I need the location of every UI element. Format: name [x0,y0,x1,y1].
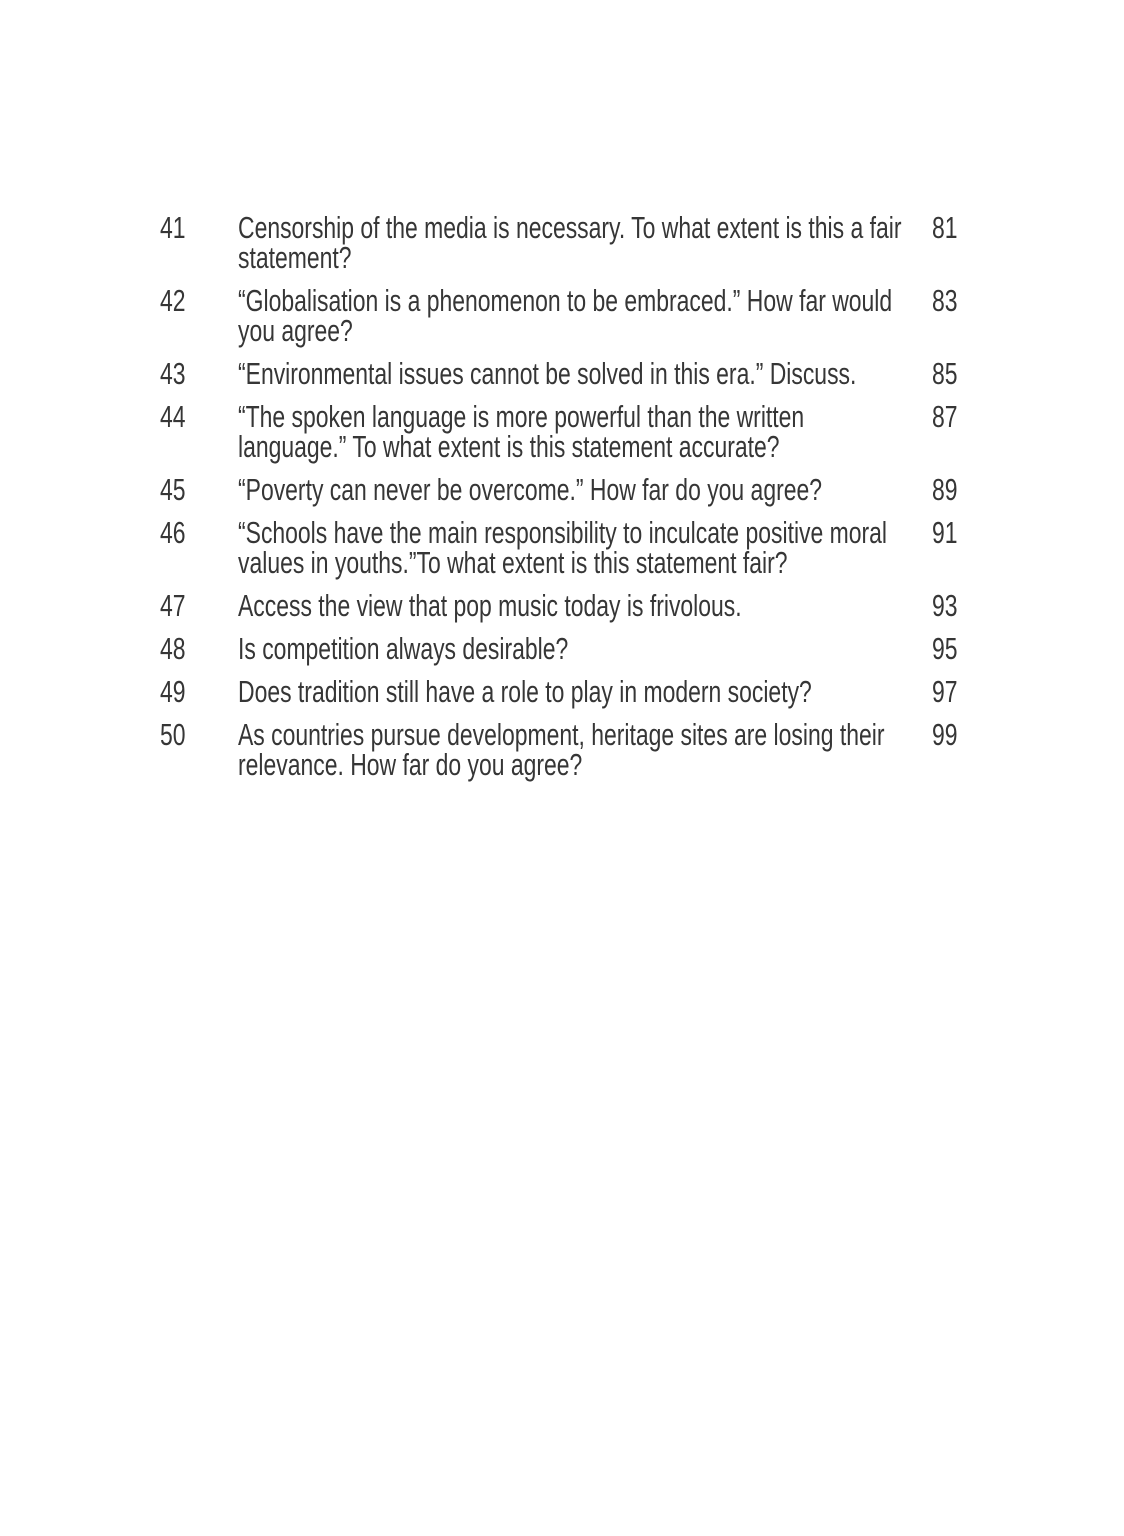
entry-text-line: you agree? [238,313,353,348]
entry-text [238,399,932,464]
entry-page-number: 87 [932,399,958,434]
entry-text [238,515,932,580]
entry-text-line: Does tradition still have a role to play in modern society? [238,674,812,709]
entry-page-number: 97 [932,674,958,709]
entry-text-line: Access the view that pop music today is frivolous. [238,588,742,623]
entry-number: 46 [160,515,186,550]
entry-number: 43 [160,356,186,391]
entry-text [238,717,932,782]
entry-page-number: 99 [932,717,958,752]
entry-number: 49 [160,674,186,709]
entry-text [238,472,932,507]
entry-page-number: 89 [932,472,958,507]
entry-number: 45 [160,472,186,507]
entry-text-line: “Environmental issues cannot be solved in this era.” Discuss. [238,356,857,391]
toc-entry [160,399,1060,464]
entry-number: 50 [160,717,186,752]
entry-text [238,588,932,623]
toc-entry [160,631,1060,666]
toc-entry [160,283,1060,348]
entry-text [238,631,932,666]
entry-text-line: “Globalisation is a phenomenon to be embraced.” How far would [238,283,893,318]
entry-page-number: 85 [932,356,958,391]
entry-text [238,210,932,275]
entry-number: 48 [160,631,186,666]
entry-number: 44 [160,399,186,434]
entry-text-line: values in youths.”To what extent is this statement fair? [238,545,788,580]
entry-text-line: Is competition always desirable? [238,631,569,666]
toc-entry [160,674,1060,709]
toc-entry [160,472,1060,507]
toc-entry [160,356,1060,391]
entry-text-line: “Poverty can never be overcome.” How far do you agree? [238,472,822,507]
entry-text-line: relevance. How far do you agree? [238,747,583,782]
entry-page-number: 91 [932,515,958,550]
entry-text-line: language.” To what extent is this statement accurate? [238,429,780,464]
entry-text-line: Censorship of the media is necessary. To what extent is this a fair [238,210,902,245]
toc-entry [160,515,1060,580]
entry-text-line: statement? [238,240,352,275]
entry-number: 47 [160,588,186,623]
entry-page-number: 83 [932,283,958,318]
entry-number: 42 [160,283,186,318]
toc-entry [160,210,1060,275]
entry-text-line: As countries pursue development, heritage sites are losing their [238,717,885,752]
toc-list [160,210,1060,793]
entry-text [238,674,932,709]
entry-text-line: “Schools have the main responsibility to inculcate positive moral [238,515,888,550]
toc-entry [160,588,1060,623]
entry-text [238,283,932,348]
entry-text [238,356,932,391]
entry-number: 41 [160,210,186,245]
entry-page-number: 95 [932,631,958,666]
toc-entry [160,717,1060,782]
entry-page-number: 93 [932,588,958,623]
entry-text-line: “The spoken language is more powerful than the written [238,399,805,434]
entry-page-number: 81 [932,210,958,245]
